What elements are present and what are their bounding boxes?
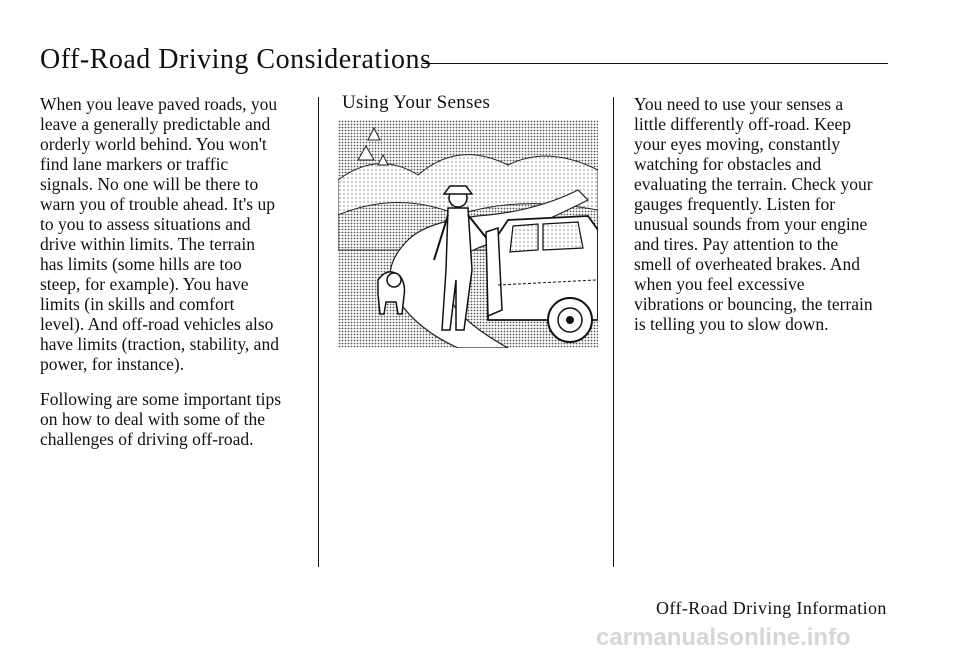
offroad-illustration [338, 120, 598, 348]
column-divider-left [318, 97, 319, 567]
intro-paragraph: When you leave paved roads, you leave a generally predictable and orderly world behind. You won't find lane markers or traffic signals. No one will be there to warn you of trouble ahead. It's up to you to assess situations and drive within limits. The terrain has limits (some hills are too steep, for example). You have limits (in skills and comfort level). And off-road vehicles also have limits (traction, stability, and power, for instance). [40, 94, 279, 374]
senses-paragraph: You need to use your senses a little differently off-road. Keep your eyes moving, constantly watching for obstacles and evaluating the terrain. Check your gauges frequently. Listen for unusual sounds from your engine and tires. Pay attention to the smell of overheated brakes. And when you feel excessive vibrations or bouncing, the terrain is telling you to slow down. [634, 94, 873, 334]
page-title: Off-Road Driving Considerations [40, 44, 432, 75]
section-footer: Off-Road Driving Information [656, 598, 887, 618]
column-divider-right [613, 97, 614, 567]
tips-paragraph: Following are some important tips on how to deal with some of the challenges of driving off-road. [40, 389, 282, 449]
section-heading: Using Your Senses [342, 92, 491, 113]
title-rule [422, 63, 888, 64]
watermark: carmanualsonline.info [596, 624, 851, 651]
